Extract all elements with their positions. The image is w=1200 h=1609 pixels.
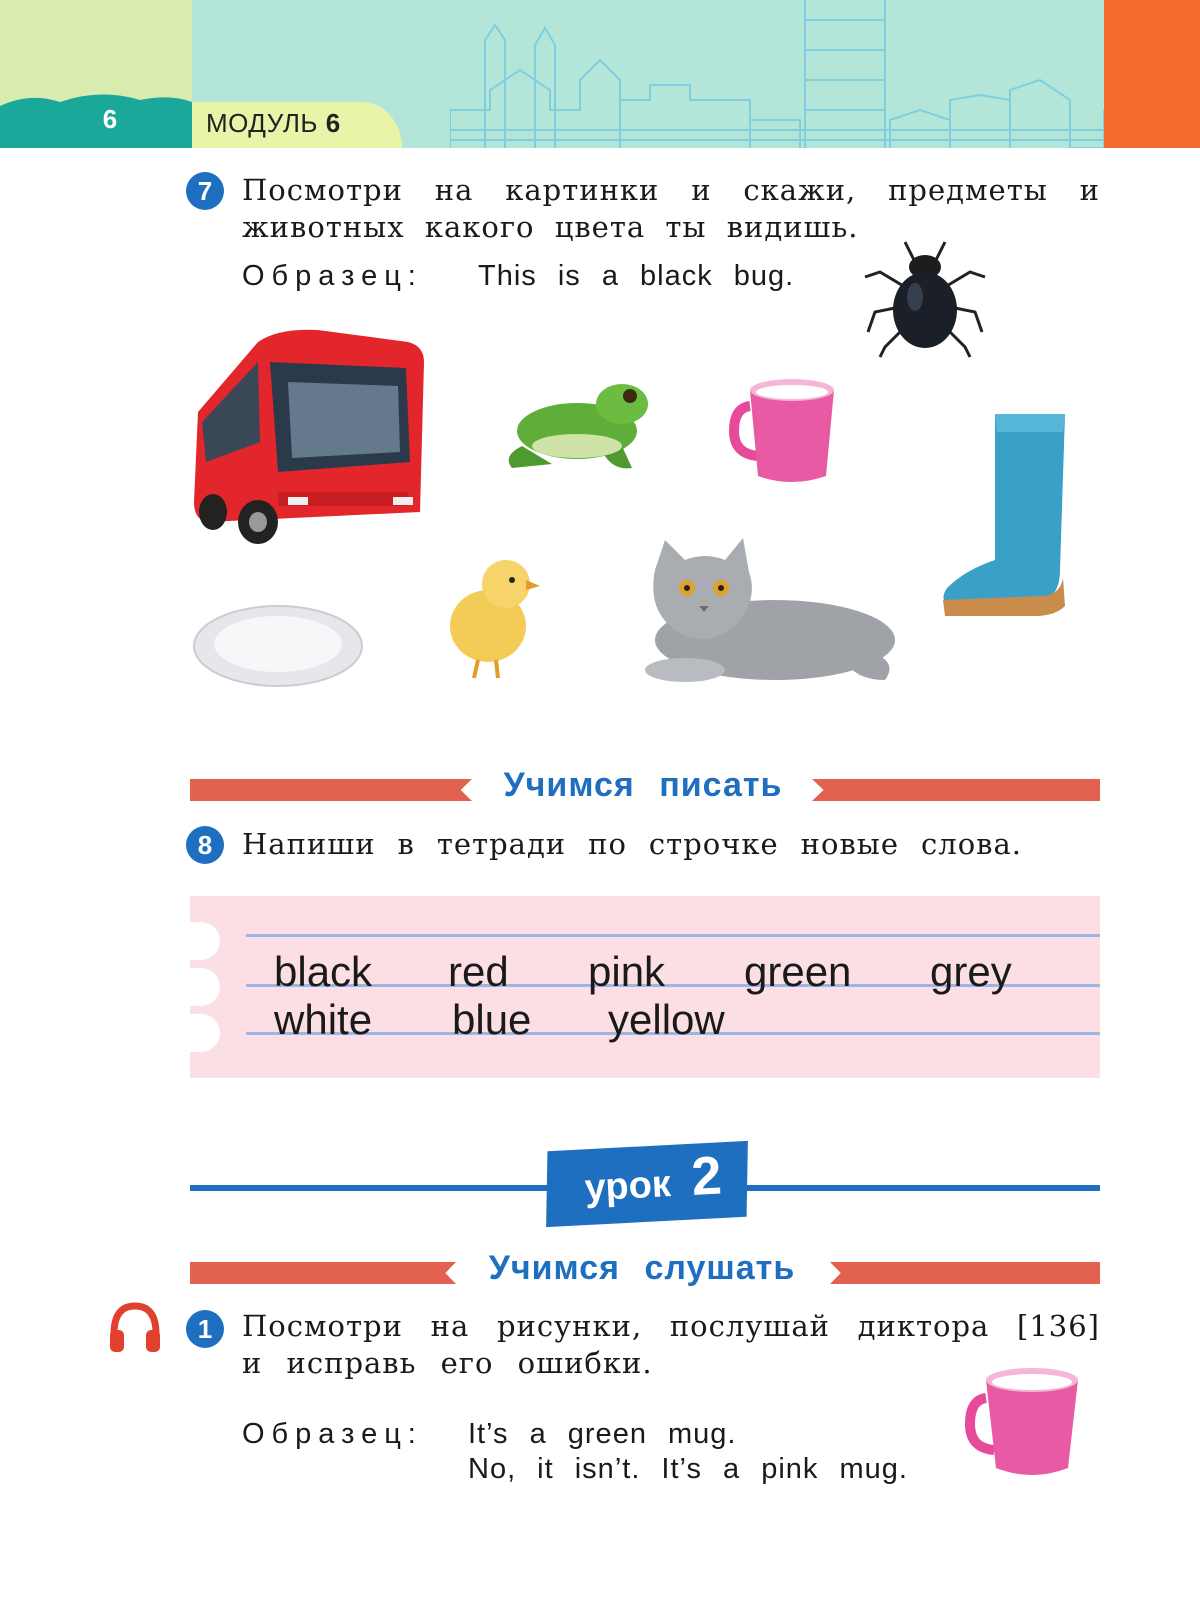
bus-icon (188, 322, 434, 552)
section-bar-right (812, 779, 1100, 801)
binder-hole (190, 1014, 220, 1052)
boot-icon (935, 410, 1070, 620)
task7-sample-label: Образец: (242, 260, 423, 292)
header-right-panel (1104, 0, 1200, 148)
module-label (206, 108, 341, 139)
task1-number-badge: 1 (186, 1310, 224, 1348)
lesson-word: урок (583, 1163, 672, 1210)
writing-practice-box (190, 896, 1100, 1078)
task1-sample-line1: It’s a green mug. (468, 1418, 737, 1450)
task1-instruction-line2: и исправь его ошибки. (242, 1346, 653, 1380)
headphones-icon (108, 1302, 162, 1354)
city-skyline-illustration (450, 0, 1104, 148)
lesson-label (557, 1143, 750, 1215)
section-bar-right (830, 1262, 1100, 1284)
writing-line (246, 934, 1100, 937)
bug-icon (860, 232, 990, 362)
page-number: 6 (102, 104, 118, 134)
word-red: red (448, 948, 509, 995)
task1-sample-label: Образец: (242, 1418, 423, 1450)
word-white: white (274, 996, 373, 1043)
task1-instruction-line1: Посмотри на рисунки, послушай диктора [136] (242, 1309, 1100, 1343)
task7-number-badge: 7 (186, 172, 224, 210)
chick-icon (440, 556, 546, 680)
word-pink: pink (588, 948, 666, 995)
binder-hole (190, 922, 220, 960)
lesson-number: 2 (689, 1145, 724, 1207)
task7-instruction-line1: Посмотри на картинки и скажи, предметы и (242, 173, 1100, 207)
task1-sample-line2: No, it isn’t. It’s a pink mug. (468, 1453, 908, 1485)
task7-sample-text: This is a black bug. (478, 260, 795, 292)
module-number: 6 (325, 108, 341, 138)
word-green: green (744, 948, 852, 995)
section-bar-left (190, 779, 472, 801)
section-title-listen: Учимся слушать (488, 1249, 796, 1287)
task8-number-badge: 8 (186, 826, 224, 864)
section-title-write: Учимся писать (503, 766, 783, 804)
frog-icon (492, 376, 658, 476)
plate-icon (190, 600, 366, 692)
word-black: black (274, 948, 373, 995)
section-bar-left (190, 1262, 456, 1284)
word-yellow: yellow (608, 996, 725, 1043)
module-word: МОДУЛЬ (206, 108, 318, 138)
word-grey: grey (930, 948, 1012, 995)
cat-icon (625, 530, 900, 690)
mug-icon (964, 1364, 1084, 1482)
word-blue: blue (452, 996, 532, 1043)
task8-instruction: Напиши в тетради по строчке новые слова. (242, 827, 1022, 861)
mug-icon (728, 376, 840, 488)
task7-instruction-line2: животных какого цвета ты видишь. (242, 210, 859, 244)
binder-hole (190, 968, 220, 1006)
